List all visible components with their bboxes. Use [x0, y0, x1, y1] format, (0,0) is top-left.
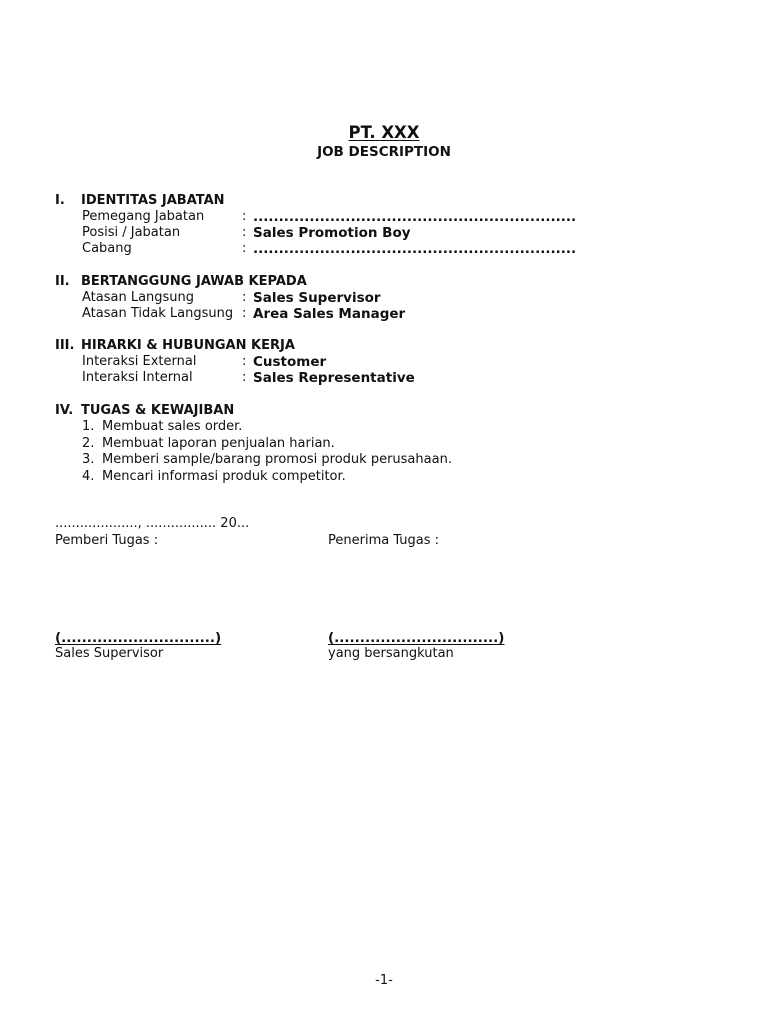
section-hirarki-heading [55, 338, 295, 353]
section-number: II. [55, 274, 70, 289]
receiver-label: Penerima Tugas : [328, 533, 440, 548]
section-title: BERTANGGUNG JAWAB KEPADA [81, 274, 307, 289]
field-label: Pemegang Jabatan [82, 209, 205, 224]
list-number: 2. [82, 435, 95, 451]
task-list [82, 419, 452, 485]
section-number: I. [55, 193, 65, 208]
receiver-signature-blank: (................................) [328, 630, 505, 646]
section-identitas-heading [55, 193, 225, 208]
list-text: Membuat laporan penjualan harian. [102, 435, 335, 451]
field-colon: : [242, 306, 247, 321]
field-label: Atasan Langsung [82, 290, 195, 305]
section-title: TUGAS & KEWAJIBAN [81, 403, 235, 418]
field-colon: : [242, 370, 247, 385]
field-colon: : [242, 290, 247, 305]
list-number: 4. [82, 468, 95, 484]
field-label: Interaksi Internal [82, 370, 193, 385]
section-number: IV. [55, 403, 74, 418]
field-label: Posisi / Jabatan [82, 225, 181, 240]
section-number: III. [55, 338, 75, 353]
date-line: ...................., ................. 20... [55, 516, 250, 531]
list-item [82, 419, 452, 436]
field-colon: : [242, 209, 247, 224]
field-colon: : [242, 225, 247, 240]
list-text: Membuat sales order. [102, 419, 243, 434]
section-title: IDENTITAS JABATAN [81, 193, 225, 208]
field-value: Sales Promotion Boy [253, 225, 411, 241]
field-value: Area Sales Manager [253, 306, 406, 322]
giver-name: Sales Supervisor [55, 646, 164, 661]
section-title: HIRARKI & HUBUNGAN KERJA [81, 338, 295, 353]
field-value: Sales Supervisor [253, 290, 381, 306]
field-colon: : [242, 354, 247, 369]
field-value: ............................................................... [253, 209, 577, 225]
list-number: 3. [82, 452, 95, 467]
field-value: ............................................................... [253, 241, 577, 257]
field-label: Interaksi External [82, 354, 197, 369]
page-number: -1- [375, 973, 393, 988]
field-label: Atasan Tidak Langsung [82, 306, 234, 321]
field-value: Customer [253, 354, 327, 370]
section-tugas-heading [55, 403, 234, 418]
company-name: PT. XXX [348, 123, 420, 142]
document-title: JOB DESCRIPTION [317, 144, 451, 160]
section-tanggung-jawab-heading [55, 274, 307, 289]
list-item [82, 452, 452, 469]
list-text: Mencari informasi produk competitor. [102, 468, 346, 484]
field-label: Cabang [82, 241, 132, 256]
list-number: 1. [82, 419, 95, 434]
receiver-name: yang bersangkutan [328, 646, 454, 661]
list-item [82, 469, 452, 486]
field-value: Sales Representative [253, 370, 415, 386]
field-colon: : [242, 241, 247, 256]
list-text: Memberi sample/barang promosi produk perusahaan. [102, 452, 452, 467]
giver-label: Pemberi Tugas : [55, 533, 159, 548]
giver-signature-blank: (..............................) [55, 630, 222, 646]
list-item [82, 436, 452, 453]
